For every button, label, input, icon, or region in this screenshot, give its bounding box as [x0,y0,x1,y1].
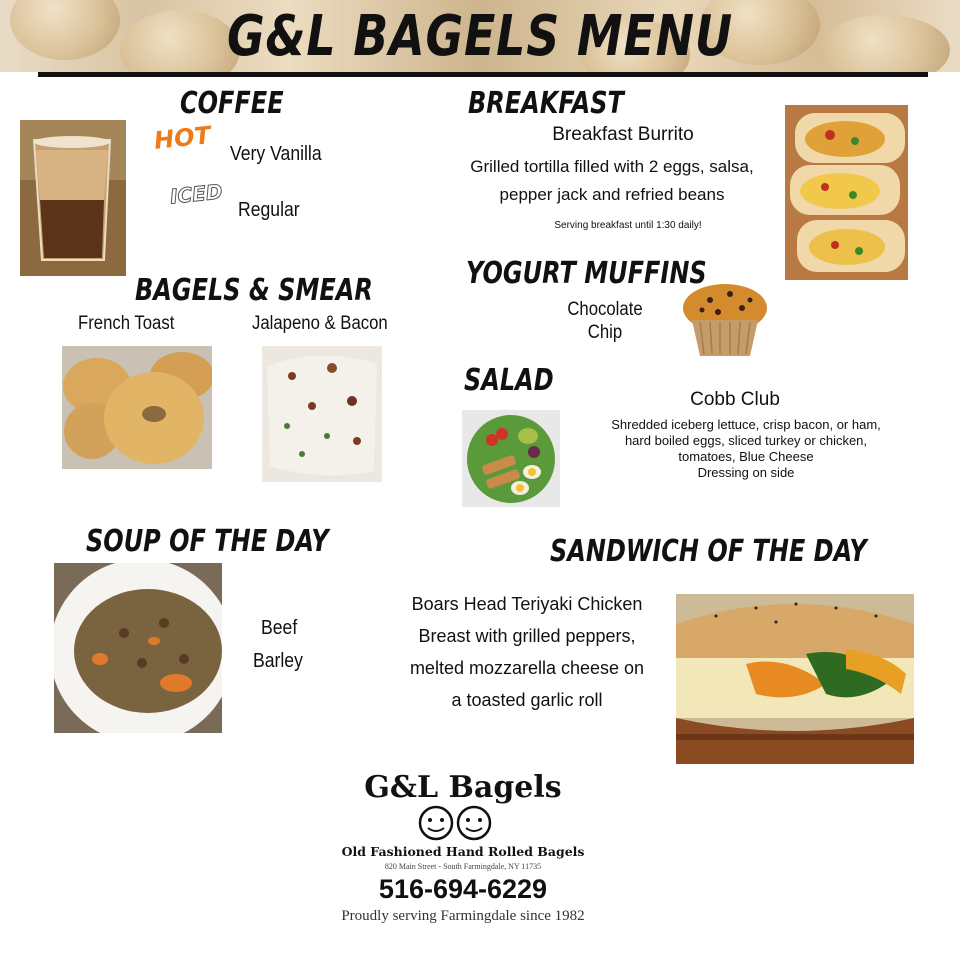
hot-coffee-item: Very Vanilla [230,143,322,165]
burrito-photo [785,105,908,280]
breakfast-heading: BREAKFAST [468,86,624,121]
header-divider [38,72,928,77]
sandwich-desc-line3: melted mozzarella cheese on [409,658,645,678]
salad-item: Cobb Club [690,389,780,410]
sandwich-desc-line1: Boars Head Teriyaki Chicken [411,594,643,614]
salad-photo [462,410,560,507]
sandwich-photo [676,594,914,764]
menu-title: G&L BAGELS MENU [227,4,733,69]
brand-logo [318,762,608,932]
iced-coffee-item: Regular [238,199,300,221]
muffin-item-line2: Chip [587,322,623,343]
sandwich-desc-line4: a toasted garlic roll [451,690,603,710]
brand-name: G&L Bagels [364,770,562,805]
bagel-item-jalapeno-bacon: Jalapeno & Bacon [252,313,388,334]
breakfast-desc-line2: pepper jack and refried beans [499,185,725,204]
coffee-photo [20,120,126,276]
salad-desc-line2: hard boiled eggs, sliced turkey or chicken, [624,433,868,448]
salad-desc-line3: tomatoes, Blue Cheese [678,449,814,464]
muffin-photo [680,280,770,360]
salad-heading: SALAD [464,363,554,398]
mascot-faces-icon [416,804,496,842]
salad-desc-line1: Shredded iceberg lettuce, crisp bacon, or ham, [611,417,881,432]
muffin-item-line1: Chocolate [567,299,643,320]
brand-address: 820 Main Street - South Farmingdale, NY 11735 [384,862,542,871]
soup-photo [54,563,222,733]
brand-tagline: Old Fashioned Hand Rolled Bagels [341,844,585,859]
hot-tag: HOT [152,121,213,155]
iced-tag: ICED [168,179,224,209]
breakfast-item: Breakfast Burrito [552,124,694,145]
brand-phone: 516-694-6229 [378,874,548,904]
salad-desc-line4: Dressing on side [697,465,795,480]
french-toast-bagel-photo [62,346,212,469]
muffins-heading: YOGURT MUFFINS [466,256,707,291]
coffee-heading: COFFEE [180,86,284,121]
bagels-heading: BAGELS & SMEAR [135,273,373,308]
soup-item-line1: Beef [261,617,298,639]
soup-heading: SOUP OF THE DAY [86,524,329,559]
breakfast-desc-line1: Grilled tortilla filled with 2 eggs, salsa, [470,157,754,176]
breakfast-note: Serving breakfast until 1:30 daily! [554,220,702,231]
sandwich-heading: SANDWICH OF THE DAY [550,534,867,569]
sandwich-desc-line2: Breast with grilled peppers, [418,626,636,646]
jalapeno-bacon-smear-photo [262,346,382,482]
bagel-item-french-toast: French Toast [78,313,175,334]
brand-since: Proudly serving Farmingdale since 1982 [341,908,585,924]
soup-item-line2: Barley [253,650,303,672]
